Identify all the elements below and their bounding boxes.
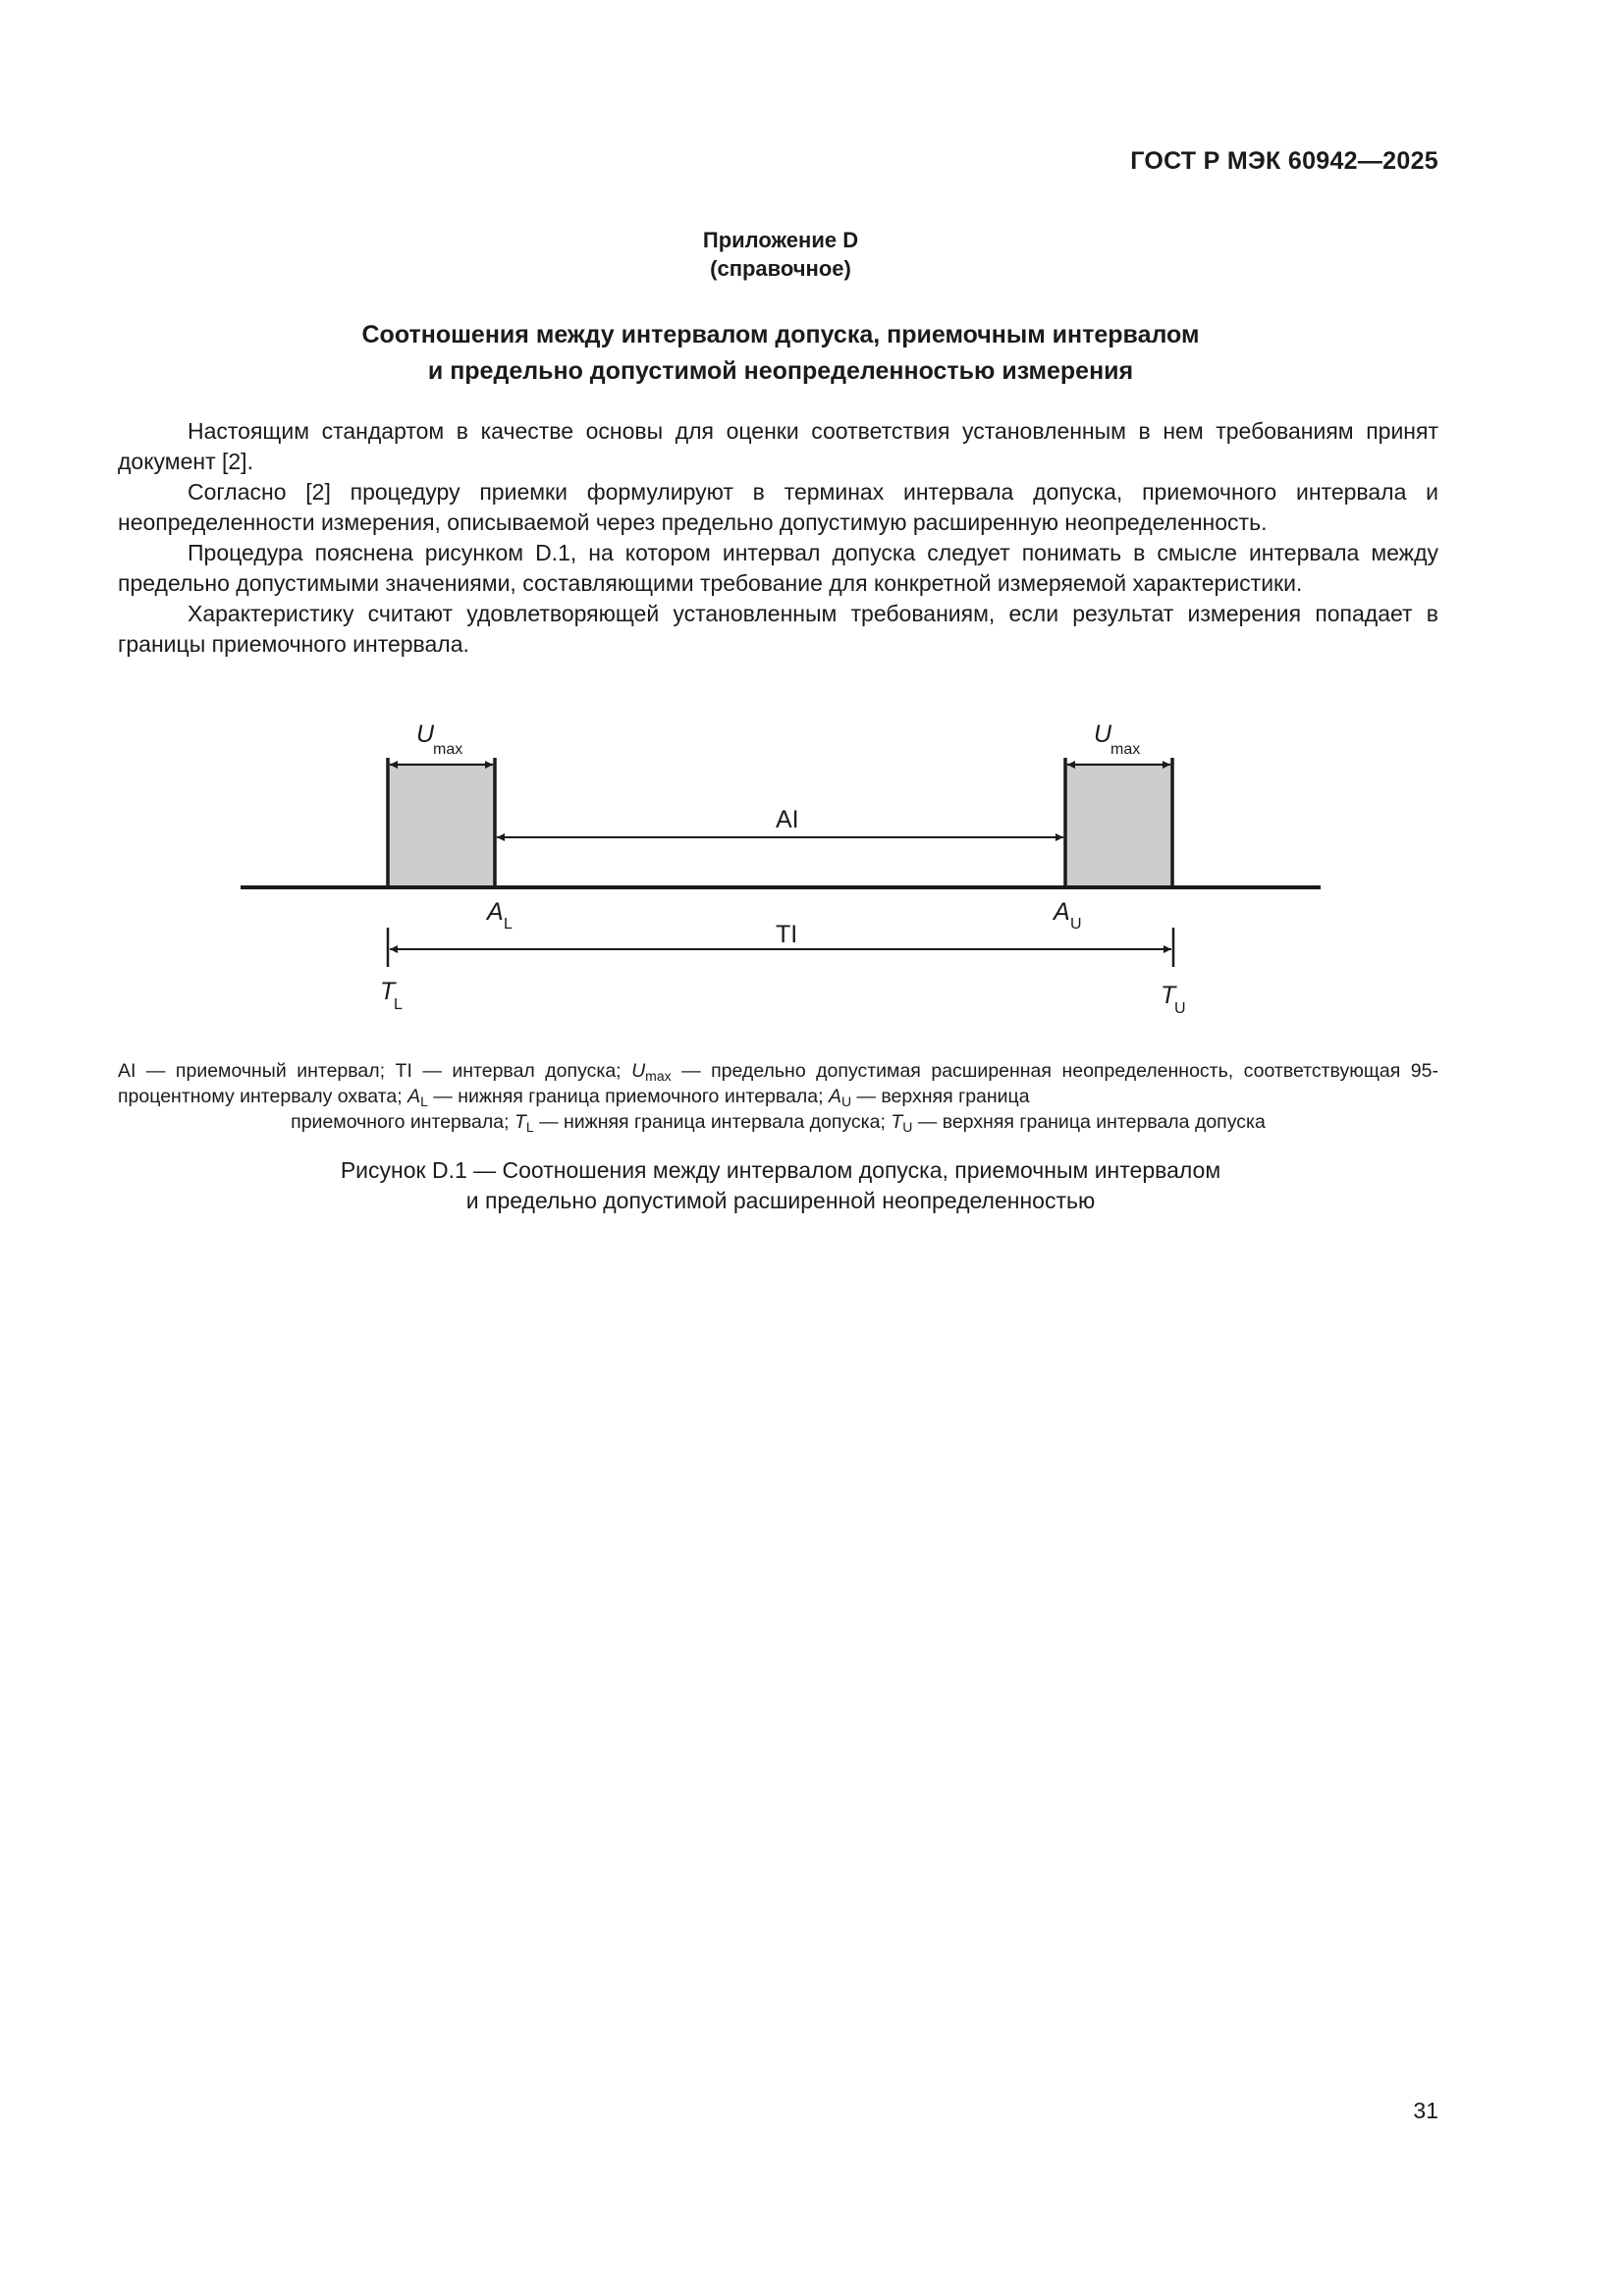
upper-umax-label: U: [1094, 721, 1112, 748]
legend-symbol: A: [828, 1086, 841, 1107]
paragraph-3: Процедура пояснена рисунком D.1, на котором интервал допуска следует понимать в смысле интервала между предельно допустимыми значениями, составляющими требование для конкретной измеряемой характеристики.: [118, 540, 1438, 596]
legend-symbol: A: [407, 1086, 421, 1107]
page-number: 31: [1413, 2098, 1438, 2123]
legend-text: приемочного интервала;: [291, 1111, 514, 1133]
legend-text: — нижняя граница приемочного интервала;: [427, 1086, 829, 1107]
legend-text: — верхняя граница интервала допуска: [912, 1111, 1266, 1133]
figure-legend: [118, 1058, 1438, 1135]
legend-text: AI — приемочный интервал; TI — интервал допуска;: [118, 1060, 632, 1082]
legend-subscript: L: [420, 1094, 428, 1109]
legend-subscript: U: [840, 1094, 852, 1109]
figure-caption-line-2: и предельно допустимой расширенной неопределенностью: [465, 1188, 1096, 1213]
figure-caption-line-1: Рисунок D.1 — Соотношения между интервалом допуска, приемочным интервалом: [340, 1157, 1221, 1183]
ti-label: TI: [776, 921, 798, 948]
upper-uncertainty-zone: [1065, 763, 1172, 887]
annex-status: (справочное): [710, 256, 851, 281]
t-lower-label: T: [380, 978, 396, 1005]
figure-caption: [0, 1155, 1561, 1216]
t-upper-sub: U: [1174, 1000, 1186, 1017]
a-upper-label: A: [1054, 898, 1070, 926]
a-upper-sub: U: [1070, 916, 1082, 933]
upper-umax-sub: max: [1110, 741, 1141, 758]
a-lower-label: A: [487, 898, 504, 926]
legend-subscript: L: [525, 1119, 534, 1135]
legend-symbol: U: [631, 1060, 646, 1082]
lower-umax-label: U: [416, 721, 435, 748]
legend-subscript: U: [902, 1119, 913, 1135]
legend-text: — нижняя граница интервала допуска;: [533, 1111, 892, 1133]
ai-label: AI: [776, 806, 799, 833]
section-title-line-2: и предельно допустимой неопределенностью измерения: [427, 357, 1134, 385]
annex-title: Приложение D: [702, 228, 859, 252]
t-upper-label: T: [1161, 982, 1176, 1009]
lower-umax-sub: max: [433, 741, 463, 758]
a-lower-sub: L: [504, 916, 513, 933]
lower-uncertainty-zone: [388, 763, 495, 887]
legend-last-line: [118, 1109, 1438, 1135]
section-title-line-1: Соотношения между интервалом допуска, приемочным интервалом: [361, 321, 1200, 348]
legend-subscript: max: [645, 1068, 672, 1084]
document-id: ГОСТ Р МЭК 60942—2025: [1130, 147, 1438, 175]
paragraph-2: Согласно [2] процедуру приемки формулируют в терминах интервала допуска, приемочного интервала и неопределенности измерения, описываемой через предельно допустимую расширенную неопределенность.: [118, 479, 1438, 535]
legend-symbol: T: [891, 1111, 903, 1133]
paragraph-4: Характеристику считают удовлетворяющей установленным требованиям, если результат измерения попадает в границы приемочного интервала.: [118, 601, 1438, 657]
legend-text: — верхняя граница: [851, 1086, 1030, 1107]
paragraph-1: Настоящим стандартом в качестве основы для оценки соответствия установленным в нем требованиям принят документ [2].: [118, 418, 1438, 474]
figure-d1-diagram: [0, 0, 1624, 1080]
legend-symbol: T: [514, 1111, 526, 1133]
legend-text: — предельно допустимая расширенная неопределенность, соответствующая 95-процентному интервалу охвата;: [118, 1060, 1438, 1107]
t-lower-sub: L: [394, 996, 403, 1013]
